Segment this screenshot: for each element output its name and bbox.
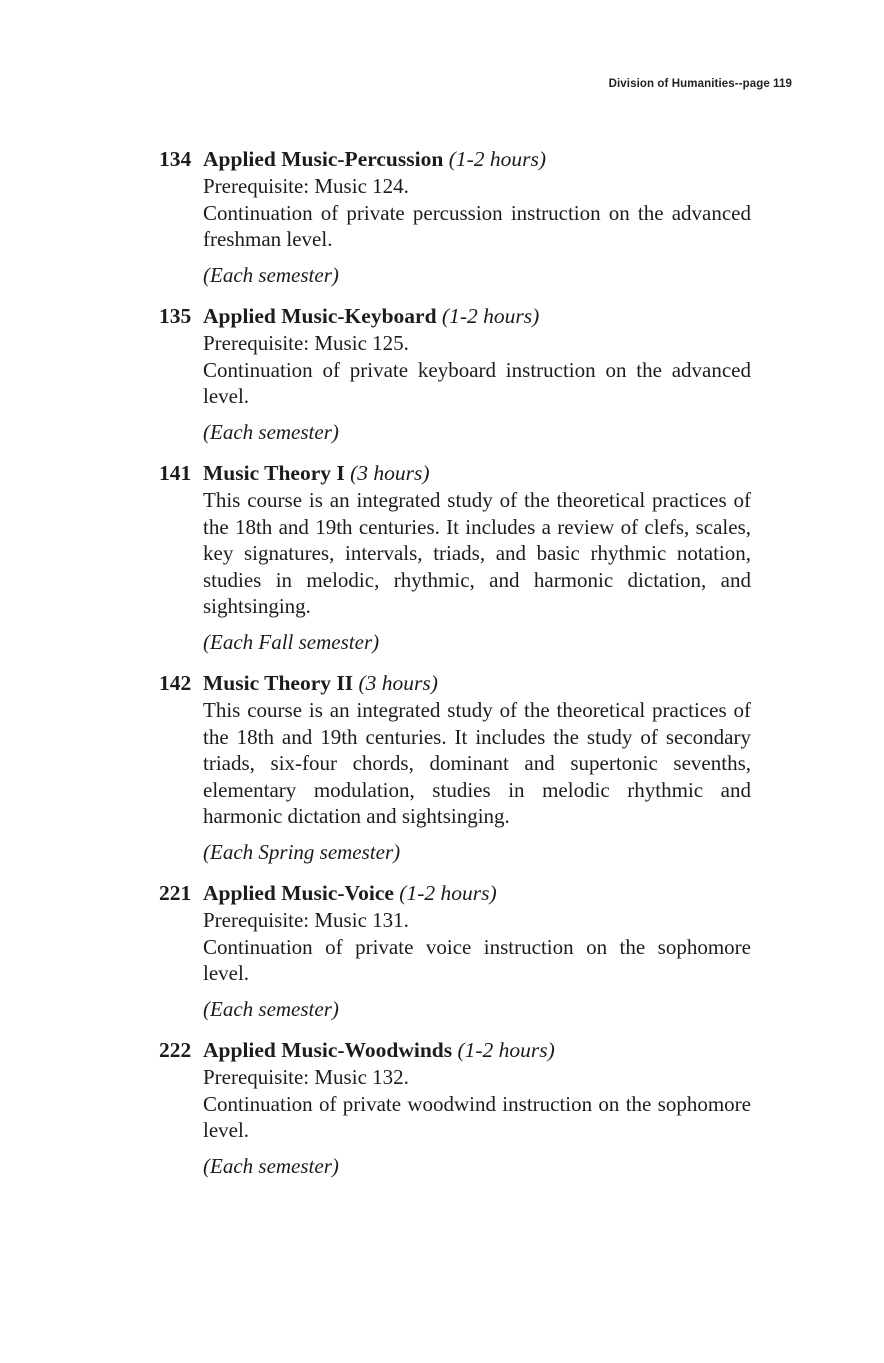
course-term: (Each semester) bbox=[203, 262, 339, 287]
course-body bbox=[203, 697, 751, 865]
course-term: (Each Fall semester) bbox=[203, 629, 380, 654]
course-body bbox=[203, 487, 751, 655]
course-prerequisite: Prerequisite: Music 125. bbox=[203, 331, 409, 355]
course-heading bbox=[159, 146, 759, 172]
course-prerequisite: Prerequisite: Music 131. bbox=[203, 908, 409, 932]
course-term: (Each semester) bbox=[203, 1153, 339, 1178]
course-heading bbox=[159, 303, 759, 329]
course-hours: (3 hours) bbox=[350, 461, 430, 485]
course-hours: (1-2 hours) bbox=[457, 1038, 555, 1062]
course-body bbox=[203, 907, 751, 1022]
course-hours: (1-2 hours) bbox=[448, 147, 547, 171]
course-heading bbox=[159, 460, 759, 486]
course-title: Applied Music-Woodwinds bbox=[203, 1038, 453, 1062]
course-description: This course is an integrated study of the theoretical practices of the 18th and 19th centuries. It includes a review of clefs, scales, key signatures, intervals, triads, and basic rhythmic notation, studies in melodic, rhythmic, and harmonic dictation, and sightsinging. bbox=[203, 488, 751, 618]
course-heading bbox=[159, 1037, 759, 1063]
course-heading bbox=[159, 670, 759, 696]
course-number: 222 bbox=[159, 1038, 192, 1062]
course-description: Continuation of private voice instruction on the sophomore level. bbox=[203, 934, 751, 985]
course-body bbox=[203, 1064, 751, 1179]
course-hours: (3 hours) bbox=[358, 671, 438, 695]
course-description: Continuation of private keyboard instruction on the advanced level. bbox=[203, 357, 751, 408]
course-number: 142 bbox=[159, 671, 192, 695]
course-heading bbox=[159, 880, 759, 906]
course-title: Music Theory II bbox=[203, 671, 354, 695]
course-entry bbox=[159, 670, 759, 865]
course-number: 221 bbox=[159, 881, 192, 905]
course-entry bbox=[159, 146, 759, 288]
course-title: Applied Music-Voice bbox=[203, 881, 394, 905]
course-hours: (1-2 hours) bbox=[441, 304, 540, 328]
course-description: Continuation of private woodwind instruction on the sophomore level. bbox=[203, 1091, 751, 1142]
course-prerequisite: Prerequisite: Music 124. bbox=[203, 174, 409, 198]
course-title: Applied Music-Percussion bbox=[203, 147, 444, 171]
course-entry bbox=[159, 460, 759, 655]
course-number: 141 bbox=[159, 461, 192, 485]
course-entry bbox=[159, 1037, 759, 1179]
running-head: Division of Humanities--page 119 bbox=[608, 78, 792, 90]
course-term: (Each semester) bbox=[203, 996, 339, 1021]
course-body bbox=[203, 173, 751, 288]
course-title: Music Theory I bbox=[203, 461, 345, 485]
course-term: (Each semester) bbox=[203, 419, 339, 444]
course-title: Applied Music-Keyboard bbox=[203, 304, 437, 328]
course-entry bbox=[159, 303, 759, 445]
course-prerequisite: Prerequisite: Music 132. bbox=[203, 1065, 409, 1089]
course-hours: (1-2 hours) bbox=[399, 881, 497, 905]
course-body bbox=[203, 330, 751, 445]
course-entry bbox=[159, 880, 759, 1022]
course-term: (Each Spring semester) bbox=[203, 839, 401, 864]
course-description: This course is an integrated study of the theoretical practices of the 18th and 19th centuries. It includes the study of secondary triads, six-four chords, dominant and supertonic sevenths, elementary modulation, studies in melodic rhythmic and harmonic dictation and sightsinging. bbox=[203, 698, 751, 828]
course-number: 134 bbox=[159, 147, 192, 171]
course-description: Continuation of private percussion instruction on the advanced freshman level. bbox=[203, 200, 751, 251]
course-number: 135 bbox=[159, 304, 192, 328]
